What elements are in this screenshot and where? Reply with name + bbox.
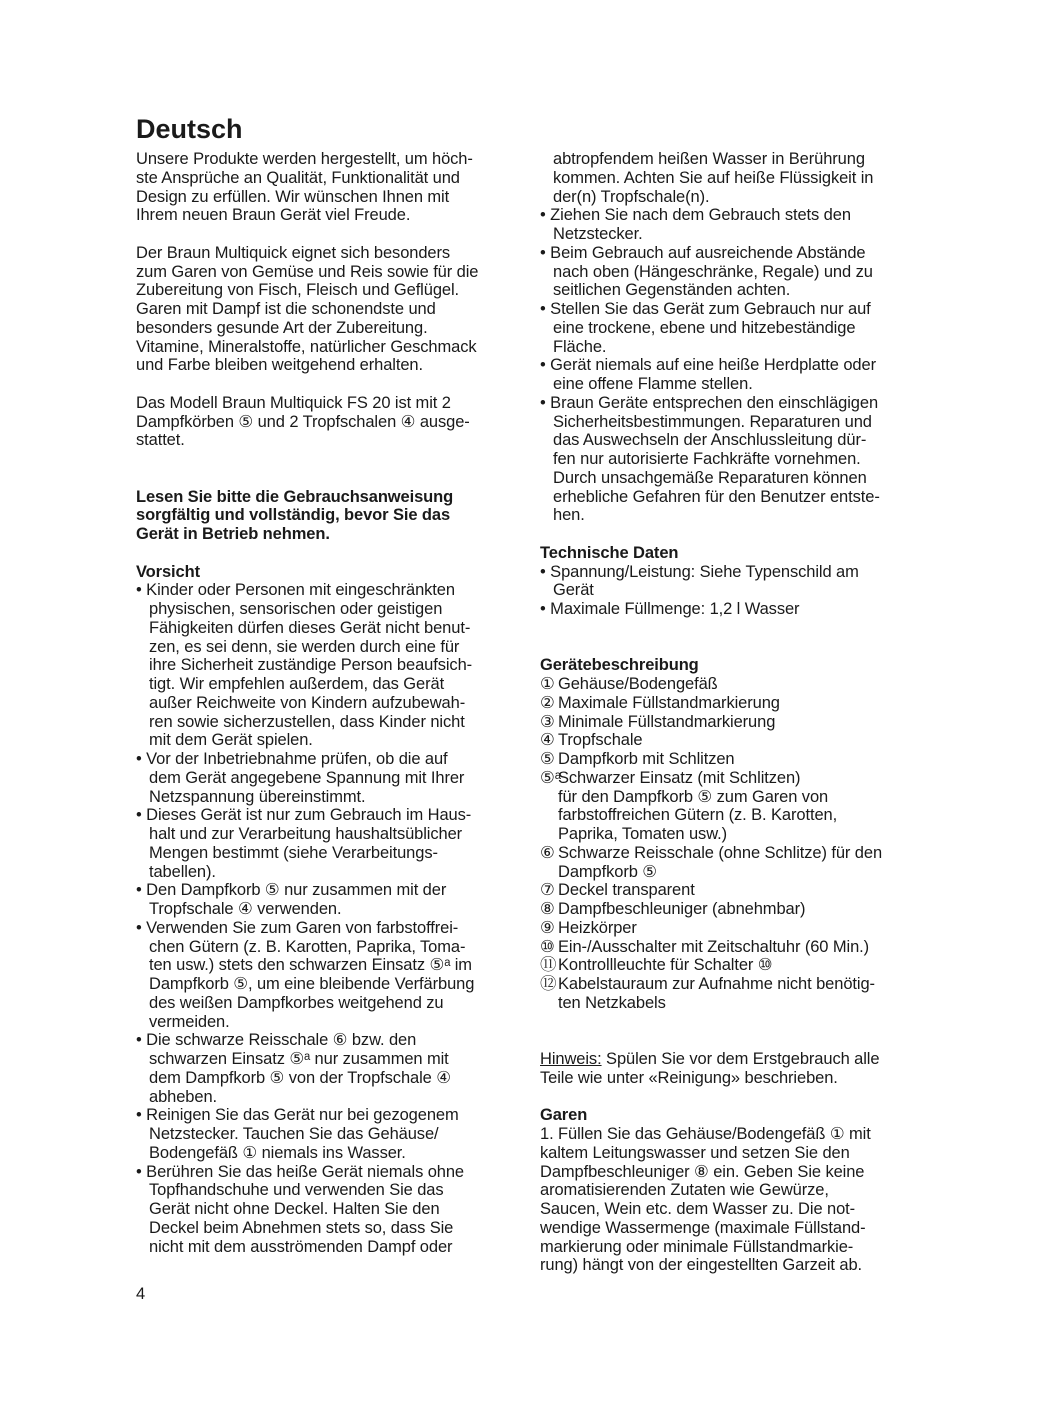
caution-item: • Stellen Sie das Gerät zum Gebrauch nur auf eine trockene, ebene und hitzebeständige Fläche.: [540, 300, 920, 356]
desc-item: ⑥ Schwarze Reisschale (ohne Schlitze) für den Dampfkorb ⑤: [540, 843, 883, 881]
caution-item: • Dieses Gerät ist nur zum Gebrauch im Haus- halt und zur Verarbeitung haushaltsüblicher Mengen bestimmt (siehe Verarbeitungs- tabellen).: [136, 806, 516, 881]
caution-item: • Ziehen Sie nach dem Gebrauch stets den Netzstecker.: [540, 206, 920, 244]
desc-item: ⑧ Dampfbeschleuniger (abnehmbar): [540, 900, 806, 918]
desc-item: ⑦ Deckel transparent: [540, 881, 695, 900]
desc-item: ⑪Kontrollleuchte für Schalter ⑩: [540, 956, 773, 975]
desc-item: ⑤ᵃSchwarzer Einsatz (mit Schlitzen) für den Dampfkorb ⑤ zum Garen von farbstoffreichen Gütern (z. B. Karotten, Paprika, Tomaten usw.): [540, 768, 838, 843]
left-column: [136, 150, 516, 1256]
multiquick-paragraph: Der Braun Multiquick eignet sich besonders zum Garen von Gemüse und Reis sowie für die Zubereitung von Fisch, Fleisch und Geflügel. Garen mit Dampf ist die schonendste und besonders gesunde Art der Zubereitung. Vitamine, Mineralstoffe, natürlicher Geschmack und Farbe bleiben weitgehend erhalten.: [136, 243, 479, 375]
desc-item: ① Gehäuse/Bodengefäß: [540, 675, 718, 693]
caution-item: • Den Dampfkorb ⑤ nur zusammen mit der Tropfschale ④ verwenden.: [136, 881, 516, 919]
read-instructions-notice: Lesen Sie bitte die Gebrauchsanweisung sorgfältig und vollständig, bevor Sie das Gerät in Betrieb nehmen.: [136, 487, 454, 543]
caution-item: • Kinder oder Personen mit eingeschränkten physischen, sensorischen oder geistigen Fähigkeiten dürfen dieses Gerät nicht benut- zen, es sei denn, sie werden durch eine für ihre Sicherheit zuständige Person beaufsich- tigt. Wir empfehlen außerdem, das Gerät außer Reichweite von Kindern aufzubewah- ren sowie sicherzustellen, dass Kinder nicht mit dem Gerät spielen.: [136, 581, 516, 750]
intro-paragraph: Unsere Produkte werden hergestellt, um höch- ste Ansprüche an Qualität, Funktionalität und Design zu erfüllen. Wir wünschen Ihnen mit Ihrem neuen Braun Gerät viel Freude.: [136, 150, 473, 225]
right-column: [540, 150, 920, 1275]
page-title: Deutsch: [136, 114, 243, 144]
hint-paragraph: Hinweis: Spülen Sie vor dem Erstgebrauch alle Teile wie unter «Reinigung» beschrieben.: [540, 1050, 880, 1087]
desc-item: ⑩ Ein-/Ausschalter mit Zeitschaltuhr (60 Min.): [540, 937, 870, 956]
tech-item: • Spannung/Leistung: Siehe Typenschild am Gerät: [540, 563, 920, 601]
caution-continuation: abtropfendem heißen Wasser in Berührung kommen. Achten Sie auf heiße Flüssigkeit in der(n) Tropfschale(n).: [553, 150, 874, 206]
desc-item: ⑫Kabelstauraum zur Aufnahme nicht benötig- ten Netzkabels: [540, 975, 875, 1012]
caution-item: • Die schwarze Reisschale ⑥ bzw. den schwarzen Einsatz ⑤ᵃ nur zusammen mit dem Dampfkorb ⑤ von der Tropfschale ④ abheben.: [136, 1031, 516, 1106]
desc-item: ⑤ Dampfkorb mit Schlitzen: [540, 750, 735, 768]
desc-item: ② Maximale Füllstandmarkierung: [540, 693, 780, 712]
desc-item: ④ Tropfschale: [540, 731, 643, 750]
caution-item: • Braun Geräte entsprechen den einschlägigen Sicherheitsbestimmungen. Reparaturen und das Auswechseln der Anschlussleitung dür- fen nur autorisierte Fachkräfte vornehmen. Durch unsachgemäße Reparaturen können erhebliche Gefahren für den Benutzer entste- hen.: [540, 394, 920, 525]
tech-item: • Maximale Füllmenge: 1,2 l Wasser: [540, 600, 920, 619]
device-description-heading: Gerätebeschreibung: [540, 656, 699, 675]
garen-heading: Garen: [540, 1106, 588, 1125]
model-paragraph: Das Modell Braun Multiquick FS 20 ist mit 2 Dampfkörben ⑤ und 2 Tropfschalen ④ ausge- stattet.: [136, 393, 470, 450]
caution-item: • Berühren Sie das heiße Gerät niemals ohne Topfhandschuhe und verwenden Sie das Gerät nicht ohne Deckel. Halten Sie den Deckel beim Abnehmen stets so, dass Sie nicht mit dem ausströmenden Dampf oder: [136, 1163, 516, 1257]
caution-item: • Reinigen Sie das Gerät nur bei gezogenem Netzstecker. Tauchen Sie das Gehäuse/ Bodengefäß ① niemals ins Wasser.: [136, 1106, 516, 1162]
caution-item: • Gerät niemals auf eine heiße Herdplatte oder eine offene Flamme stellen.: [540, 356, 920, 394]
desc-item: ③ Minimale Füllstandmarkierung: [540, 712, 776, 731]
desc-item: ⑨ Heizkörper: [540, 918, 637, 937]
page-number: 4: [136, 1285, 146, 1303]
caution-heading: Vorsicht: [136, 562, 200, 581]
hint-label: Hinweis:: [540, 1050, 602, 1068]
caution-item: • Verwenden Sie zum Garen von farbstoffrei- chen Gütern (z. B. Karotten, Paprika, Toma- ten usw.) stets den schwarzen Einsatz ⑤ᵃ im Dampfkorb ⑤, um eine bleibende Verfärbung des weißen Dampfkorbes weitgehend zu vermeiden.: [136, 919, 516, 1032]
tech-data-heading: Technische Daten: [540, 543, 679, 562]
garen-paragraph: 1. Füllen Sie das Gehäuse/Bodengefäß ① mit kaltem Leitungswasser und setzen Sie den Dampfbeschleuniger ⑧ ein. Geben Sie keine aromatisierenden Zutaten wie Gewürze, Saucen, Wein etc. dem Wasser zu. Die not- wendige Wassermenge (maximale Füllstand- markierung oder minimale Füllstandmarkie- rung) hängt von der eingestellten Garzeit ab.: [540, 1125, 871, 1275]
caution-item: • Vor der Inbetriebnahme prüfen, ob die auf dem Gerät angegebene Spannung mit Ihrer Netzspannung übereinstimmt.: [136, 750, 516, 806]
caution-item: • Beim Gebrauch auf ausreichende Abstände nach oben (Hängeschränke, Regale) und zu seitlichen Gegenständen achten.: [540, 244, 920, 300]
